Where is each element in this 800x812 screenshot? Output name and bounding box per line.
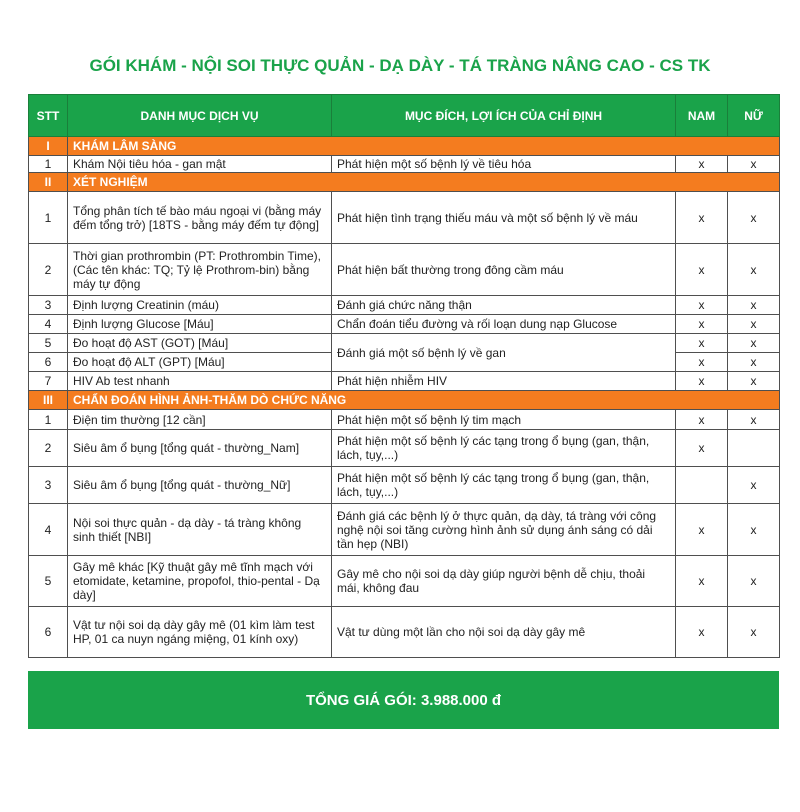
row-female: x [728, 467, 780, 504]
row-stt: 4 [29, 315, 68, 334]
table-row [29, 156, 780, 173]
row-female [728, 430, 780, 467]
row-stt: 5 [29, 556, 68, 607]
row-service: Đo hoạt độ ALT (GPT) [Máu] [68, 353, 332, 372]
table-row [29, 334, 780, 353]
row-service: Định lượng Glucose [Máu] [68, 315, 332, 334]
row-stt: 4 [29, 504, 68, 556]
row-stt: 2 [29, 430, 68, 467]
section-title: CHẨN ĐOÁN HÌNH ẢNH-THĂM DÒ CHỨC NĂNG [68, 391, 780, 410]
row-male: x [676, 504, 728, 556]
services-table [28, 94, 780, 658]
row-service: Siêu âm ổ bụng [tổng quát - thường_Nữ] [68, 467, 332, 504]
row-service: Gây mê khác [Kỹ thuật gây mê tĩnh mạch với etomidate, ketamine, propofol, thio-pental - Dạ dày] [68, 556, 332, 607]
row-stt: 1 [29, 156, 68, 173]
row-female: x [728, 244, 780, 296]
row-purpose: Đánh giá các bệnh lý ở thực quản, dạ dày, tá tràng với công nghệ nội soi tăng cường hình ảnh sử dụng ánh sáng có dải tần hẹp (NBI) [332, 504, 676, 556]
row-female: x [728, 334, 780, 353]
row-stt: 2 [29, 244, 68, 296]
row-male: x [676, 156, 728, 173]
section-row [29, 391, 780, 410]
row-purpose: Phát hiện một số bệnh lý về tiêu hóa [332, 156, 676, 173]
row-service: Đo hoạt độ AST (GOT) [Máu] [68, 334, 332, 353]
table-row [29, 607, 780, 658]
row-male: x [676, 334, 728, 353]
row-male [676, 467, 728, 504]
row-female: x [728, 607, 780, 658]
table-row [29, 192, 780, 244]
section-number: I [29, 137, 68, 156]
row-female: x [728, 192, 780, 244]
section-row [29, 173, 780, 192]
header-stt: STT [29, 95, 68, 137]
row-female: x [728, 353, 780, 372]
row-purpose: Gây mê cho nội soi dạ dày giúp người bệnh dễ chịu, thoải mái, không đau [332, 556, 676, 607]
row-stt: 5 [29, 334, 68, 353]
row-purpose: Phát hiện nhiễm HIV [332, 372, 676, 391]
table-row [29, 244, 780, 296]
row-stt: 6 [29, 353, 68, 372]
table-header-row [29, 95, 780, 137]
row-purpose: Phát hiện một số bệnh lý tim mạch [332, 410, 676, 430]
row-service: Khám Nội tiêu hóa - gan mật [68, 156, 332, 173]
row-male: x [676, 410, 728, 430]
row-male: x [676, 430, 728, 467]
row-service: Định lượng Creatinin (máu) [68, 296, 332, 315]
table-row [29, 504, 780, 556]
row-service: Điện tim thường [12 cần] [68, 410, 332, 430]
row-purpose: Phát hiện tình trạng thiếu máu và một số bệnh lý về máu [332, 192, 676, 244]
header-male: NAM [676, 95, 728, 137]
section-title: KHÁM LÂM SÀNG [68, 137, 780, 156]
row-male: x [676, 353, 728, 372]
row-female: x [728, 504, 780, 556]
row-female: x [728, 556, 780, 607]
header-female: NỮ [728, 95, 780, 137]
row-female: x [728, 410, 780, 430]
row-stt: 1 [29, 192, 68, 244]
row-service: Vật tư nội soi dạ dày gây mê (01 kìm làm test HP, 01 ca nuyn ngáng miệng, 01 kính oxy) [68, 607, 332, 658]
row-purpose: Phát hiện bất thường trong đông cầm máu [332, 244, 676, 296]
row-stt: 1 [29, 410, 68, 430]
row-female: x [728, 296, 780, 315]
row-female: x [728, 372, 780, 391]
row-male: x [676, 244, 728, 296]
row-stt: 3 [29, 296, 68, 315]
row-purpose: Vật tư dùng một lần cho nội soi dạ dày gây mê [332, 607, 676, 658]
row-purpose: Đánh giá chức năng thận [332, 296, 676, 315]
row-female: x [728, 315, 780, 334]
section-number: II [29, 173, 68, 192]
table-row [29, 296, 780, 315]
table-row [29, 372, 780, 391]
row-service: Nội soi thực quản - dạ dày - tá tràng không sinh thiết [NBI] [68, 504, 332, 556]
section-row [29, 137, 780, 156]
row-purpose: Phát hiện một số bệnh lý các tạng trong ổ bụng (gan, thận, lách, tụy,...) [332, 467, 676, 504]
row-service: Tổng phân tích tế bào máu ngoại vi (bằng máy đếm tổng trở) [18TS - bằng máy đếm tự động] [68, 192, 332, 244]
row-service: HIV Ab test nhanh [68, 372, 332, 391]
row-purpose: Chẩn đoán tiểu đường và rối loạn dung nạp Glucose [332, 315, 676, 334]
row-male: x [676, 556, 728, 607]
row-stt: 6 [29, 607, 68, 658]
header-service: DANH MỤC DỊCH VỤ [68, 95, 332, 137]
total-price-banner: TỔNG GIÁ GÓI: 3.988.000 đ [28, 671, 779, 729]
table-row [29, 410, 780, 430]
row-male: x [676, 192, 728, 244]
table-row [29, 315, 780, 334]
table-row [29, 467, 780, 504]
row-female: x [728, 156, 780, 173]
row-stt: 3 [29, 467, 68, 504]
row-male: x [676, 372, 728, 391]
section-number: III [29, 391, 68, 410]
row-stt: 7 [29, 372, 68, 391]
row-male: x [676, 607, 728, 658]
row-purpose: Phát hiện một số bệnh lý các tạng trong ổ bụng (gan, thận, lách, tụy,...) [332, 430, 676, 467]
row-service: Thời gian prothrombin (PT: Prothrombin Time), (Các tên khác: TQ; Tỷ lệ Prothrom-bin) bằng máy tự động [68, 244, 332, 296]
row-purpose: Đánh giá một số bệnh lý về gan [332, 334, 676, 372]
row-male: x [676, 315, 728, 334]
header-purpose: MỤC ĐÍCH, LỢI ÍCH CỦA CHỈ ĐỊNH [332, 95, 676, 137]
table-row [29, 430, 780, 467]
section-title: XÉT NGHIỆM [68, 173, 780, 192]
row-service: Siêu âm ổ bụng [tổng quát - thường_Nam] [68, 430, 332, 467]
row-male: x [676, 296, 728, 315]
page-title: GÓI KHÁM - NỘI SOI THỰC QUẢN - DẠ DÀY - TÁ TRÀNG NÂNG CAO - CS TK [89, 56, 711, 75]
table-row [29, 556, 780, 607]
